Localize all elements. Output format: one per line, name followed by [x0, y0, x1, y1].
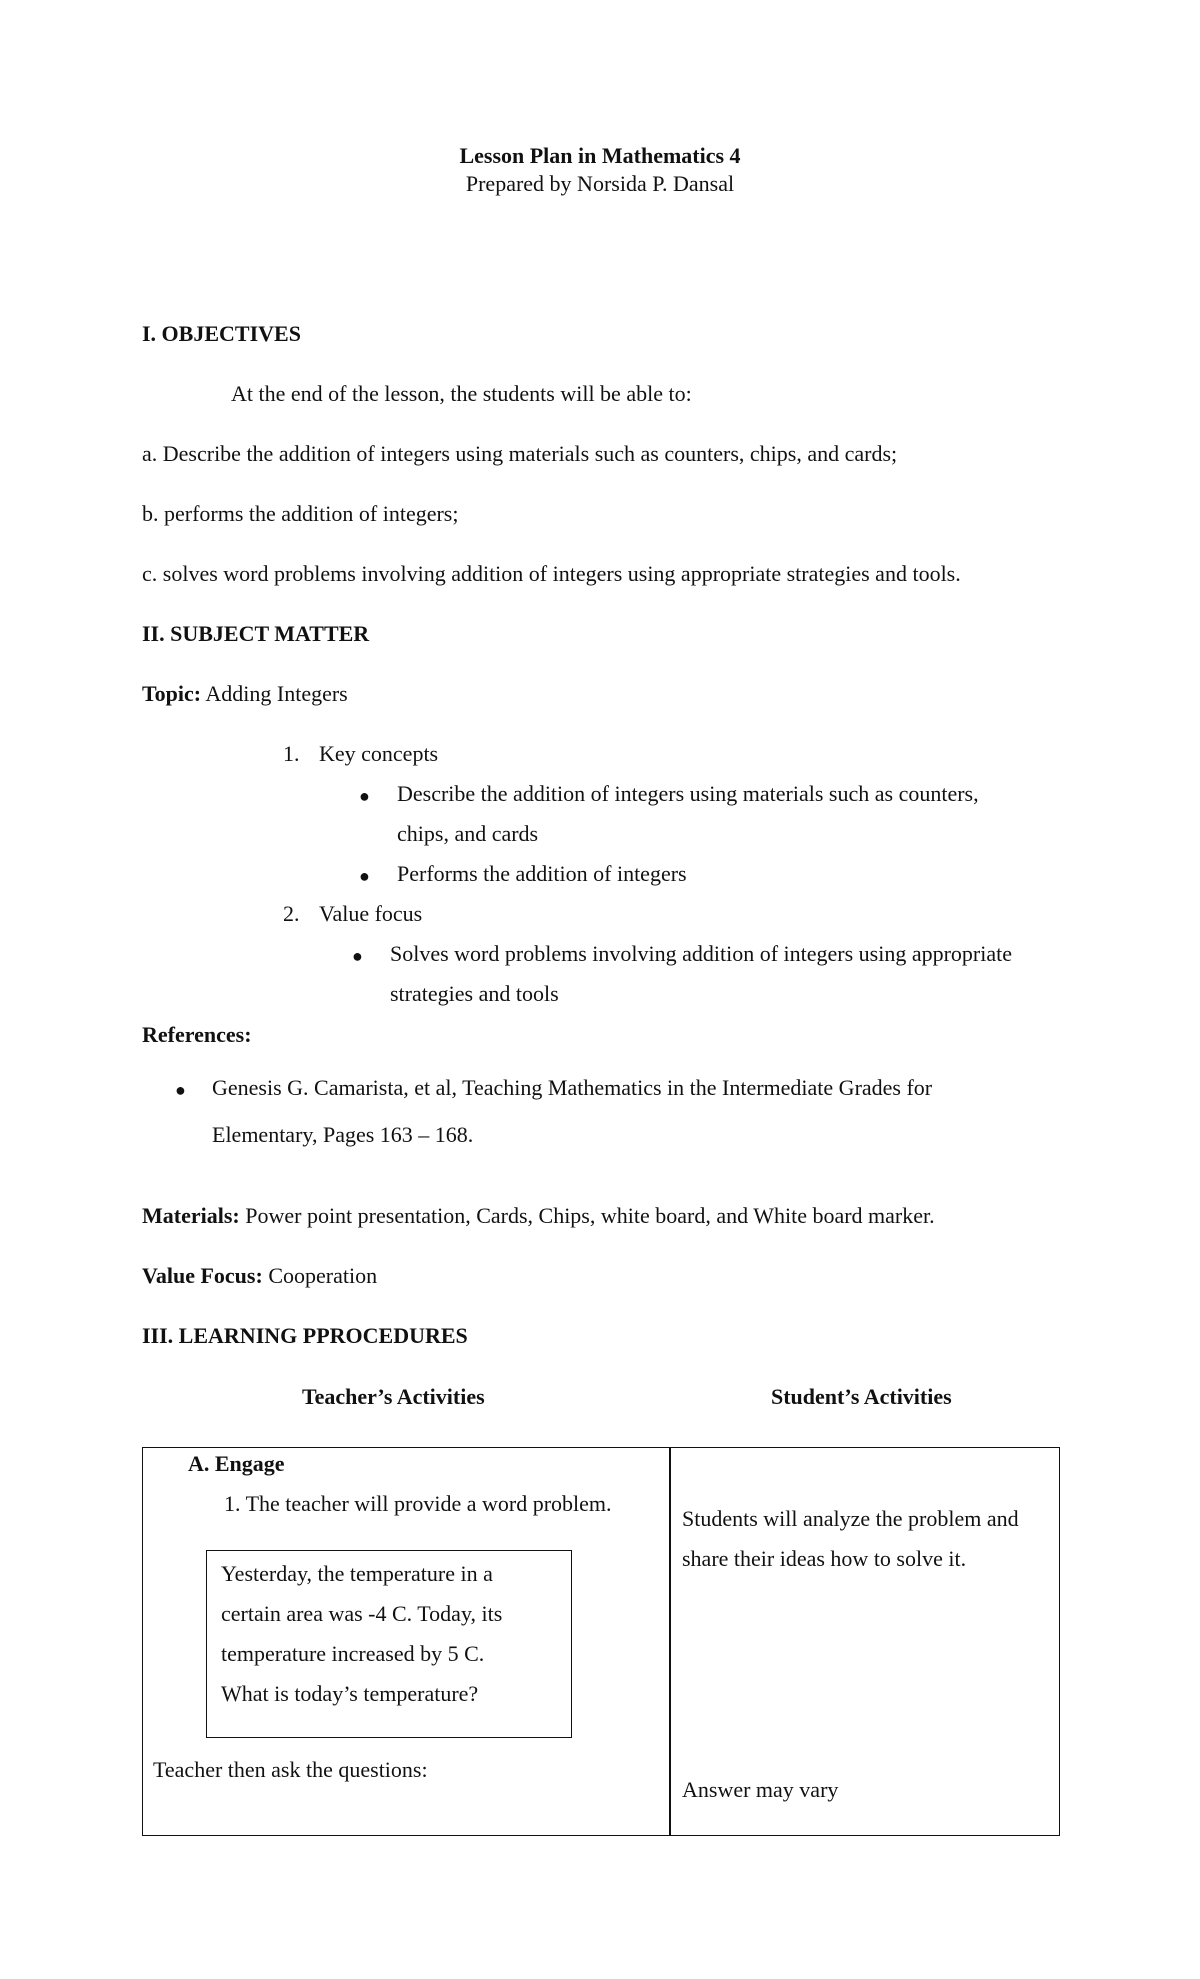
materials-line: [142, 1203, 935, 1229]
value-focus-line: Solves word problems involving addition of integers using appropriate: [390, 941, 1013, 966]
objective-item-c: c. solves word problems involving addition of integers using appropriate strategies and tools.: [142, 561, 961, 586]
value-focus-line: strategies and tools: [390, 981, 559, 1006]
objectives-intro: At the end of the lesson, the students will be able to:: [231, 381, 692, 406]
problem-line: certain area was -4 C. Today, its: [221, 1601, 503, 1626]
list-number-1: 1.: [283, 741, 300, 766]
teacher-activities-header: Teacher’s Activities: [302, 1384, 485, 1409]
bullet-icon: ●: [359, 866, 370, 886]
problem-line: Yesterday, the temperature in a: [221, 1561, 493, 1586]
key-concept-line: Performs the addition of integers: [397, 861, 687, 886]
references-label: References:: [142, 1022, 252, 1047]
objective-item-a: a. Describe the addition of integers using materials such as counters, chips, and cards;: [142, 441, 898, 466]
student-activities-header: Student’s Activities: [771, 1384, 952, 1409]
topic-line: [142, 681, 348, 707]
value-focus-row: [142, 1263, 377, 1289]
key-concept-line: Describe the addition of integers using materials such as counters,: [397, 781, 979, 806]
prepared-by: Prepared by Norsida P. Dansal: [465, 171, 735, 196]
student-answer: Answer may vary: [682, 1777, 839, 1802]
teacher-question: Teacher then ask the questions:: [153, 1757, 428, 1782]
materials-label: Materials:: [142, 1203, 240, 1228]
engage-label: A. Engage: [188, 1451, 285, 1476]
value-focus-label: Value Focus:: [142, 1263, 263, 1288]
student-line: share their ideas how to solve it.: [682, 1546, 967, 1571]
page-title: Lesson Plan in Mathematics 4: [459, 143, 741, 168]
problem-line: temperature increased by 5 C.: [221, 1641, 485, 1666]
key-concept-line: chips, and cards: [397, 821, 539, 846]
materials-value: Power point presentation, Cards, Chips, white board, and White board marker.: [245, 1203, 935, 1228]
procedures-heading: III. LEARNING PPROCEDURES: [142, 1323, 468, 1348]
value-focus-value: Cooperation: [268, 1263, 378, 1288]
topic-label: Topic:: [142, 681, 202, 706]
problem-line: What is today’s temperature?: [221, 1681, 479, 1706]
topic-value: Adding Integers: [205, 681, 348, 706]
list-label-value-focus: Value focus: [319, 901, 423, 926]
bullet-icon: ●: [359, 786, 370, 806]
reference-line: Elementary, Pages 163 – 168.: [212, 1122, 474, 1147]
reference-line: Genesis G. Camarista, et al, Teaching Mathematics in the Intermediate Grades for: [212, 1075, 933, 1100]
student-line: Students will analyze the problem and: [682, 1506, 1019, 1531]
subject-matter-heading: II. SUBJECT MATTER: [142, 621, 370, 646]
list-label-key-concepts: Key concepts: [319, 741, 439, 766]
objective-item-b: b. performs the addition of integers;: [142, 501, 459, 526]
objectives-heading: I. OBJECTIVES: [142, 321, 301, 346]
bullet-icon: ●: [352, 946, 363, 966]
bullet-icon: ●: [175, 1080, 186, 1100]
list-number-2: 2.: [283, 901, 300, 926]
engage-step-1: 1. The teacher will provide a word problem.: [224, 1491, 612, 1516]
column-divider: [669, 1448, 671, 1835]
